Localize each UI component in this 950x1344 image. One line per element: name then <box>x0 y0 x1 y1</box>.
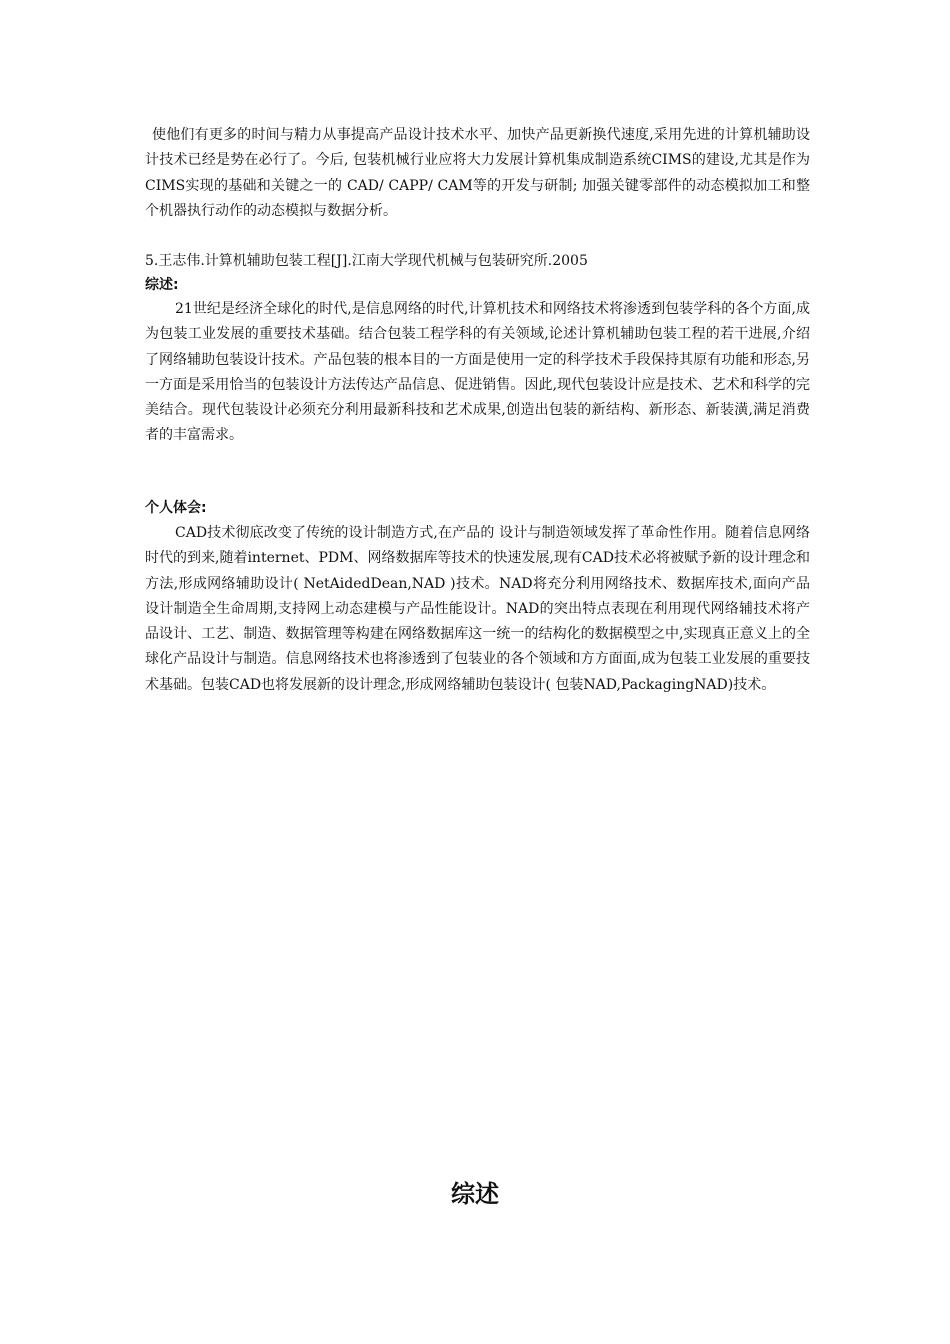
personal-heading: 个人体会: <box>145 500 207 516</box>
reference-citation: 5.王志伟.计算机辅助包装工程[J].江南大学现代机械与包装研究所.2005 <box>145 253 588 269</box>
next-page-title: 综述 <box>451 1180 499 1208</box>
intro-paragraph: 使他们有更多的时间与精力从事提高产品设计技术水平、加快产品更新换代速度,采用先进的计算机辅助设计技术已经是势在必行了。今后, 包装机械行业应将大力发展计算机集成制造系统CIMS的建设,尤其是作为CIMS实现的基础和关键之一的 CAD/ CAPP/ CAM等的开发与研制; 加强关键零部件的动态模拟加工和整个机器执行动作的动态模拟与数据分析。 <box>145 127 810 219</box>
summary-heading: 综述: <box>145 277 179 293</box>
summary-paragraph: 21世纪是经济全球化的时代,是信息网络的时代,计算机技术和网络技术将渗透到包装学科的各个方面,成为包装工业发展的重要技术基础。结合包装工程学科的有关领域,论述计算机辅助包装工程的若干进展,介绍了网络辅助包装设计技术。产品包装的根本目的一方面是使用一定的科学技术手段保持其原有功能和形态,另一方面是采用恰当的包装设计方法传达产品信息、促进销售。因此,现代包装设计应是技术、艺术和科学的完美结合。现代包装设计必须充分利用最新科技和艺术成果,创造出包装的新结构、新形态、新装潢,满足消费者的丰富需求。 <box>145 301 810 444</box>
personal-paragraph: CAD技术彻底改变了传统的设计制造方式,在产品的 设计与制造领域发挥了革命性作用。随着信息网络时代的到来,随着internet、PDM、网络数据库等技术的快速发展,现有CAD技术必将被赋予新的设计理念和方法,形成网络辅助设计( NetAidedDean,NAD )技术。NAD将充分利用网络技术、数据库技术,面向产品设计制造全生命周期,支持网上动态建模与产品性能设计。NAD的突出特点表现在利用现代网络辅技术将产品设计、工艺、制造、数据管理等构建在网络数据库这一统一的结构化的数据模型之中,实现真正意义上的全球化产品设计与制造。信息网络技术也将渗透到了包装业的各个领域和方方面面,成为包装工业发展的重要技术基础。包装CAD也将发展新的设计理念,形成网络辅助包装设计( 包装NAD,PackagingNAD)技术。 <box>145 525 810 693</box>
